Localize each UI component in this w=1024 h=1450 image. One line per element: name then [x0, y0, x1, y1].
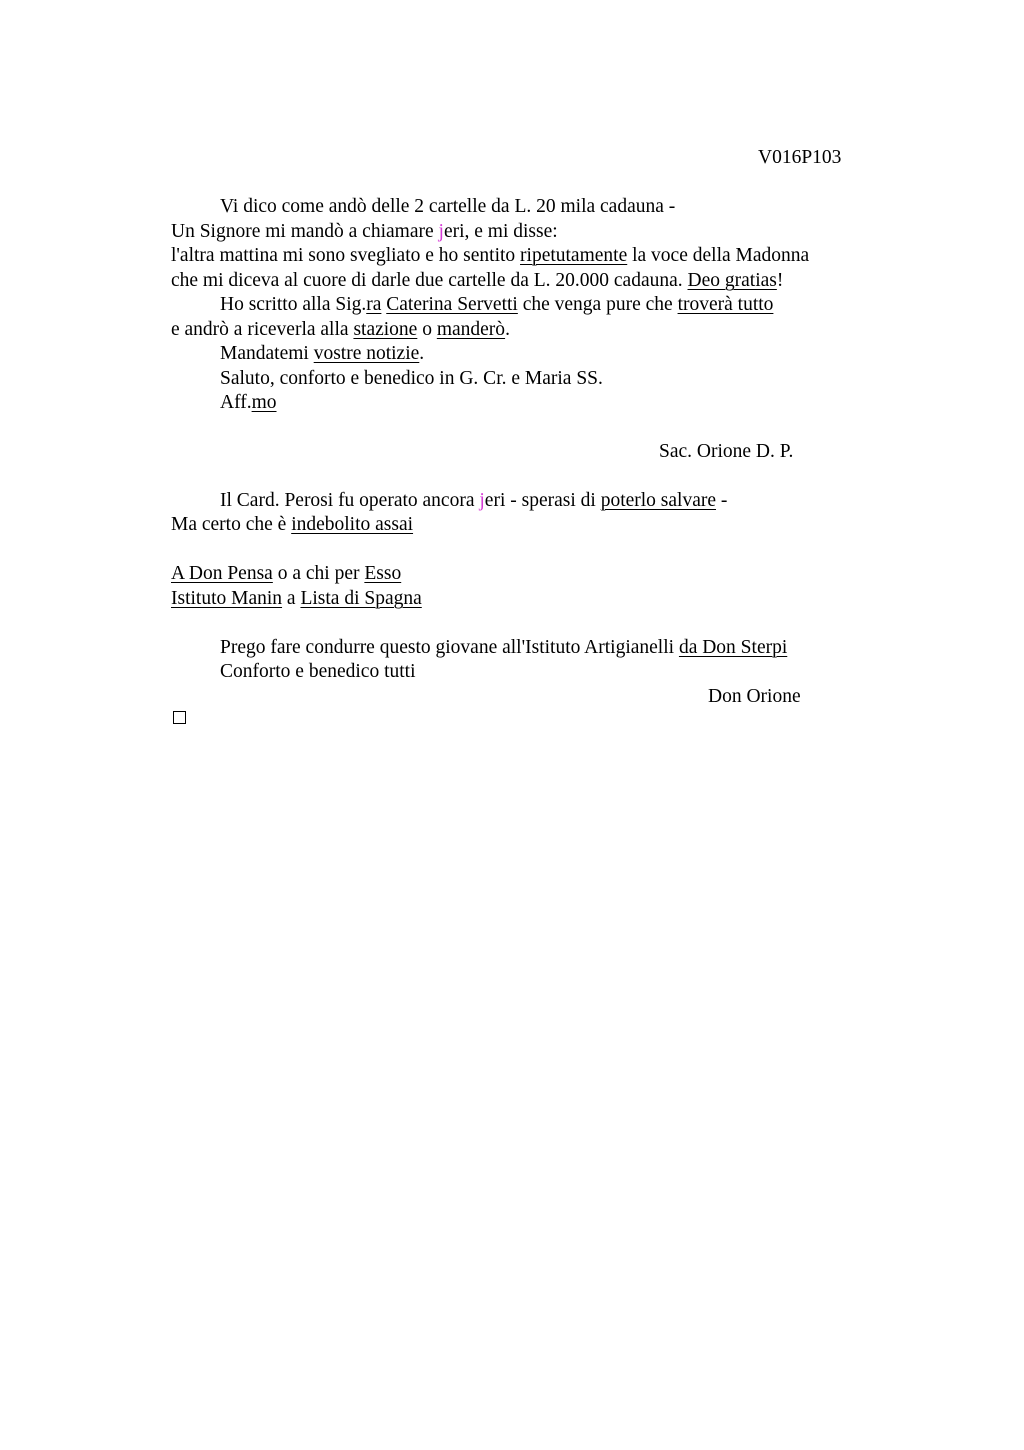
letter-line-8: Saluto, conforto e benedico in G. Cr. e Maria SS.	[220, 368, 603, 389]
letter-line-2: Un Signore mi mandò a chiamare jeri, e mi disse:	[171, 221, 558, 242]
address-line-2: Istituto Manin a Lista di Spagna	[171, 588, 422, 609]
address-line-1: A Don Pensa o a chi per Esso	[171, 563, 402, 584]
highlighted-letter: j	[438, 221, 444, 242]
letter-line-6: e andrò a riceverla alla stazione o manderò.	[171, 319, 510, 340]
letter-line-1: Vi dico come andò delle 2 cartelle da L. 20 mila cadauna -	[220, 196, 676, 217]
letter-line-4: che mi diceva al cuore di darle due cartelle da L. 20.000 cadauna. Deo gratias!	[171, 270, 784, 291]
postscript-line-1: Il Card. Perosi fu operato ancora jeri - sperasi di poterlo salvare -	[220, 490, 728, 511]
letter-line-7: Mandatemi vostre notizie.	[220, 343, 425, 364]
postscript-line-2: Ma certo che è indebolito assai	[171, 514, 414, 535]
highlighted-letter: j	[479, 490, 485, 511]
note-signature: Don Orione	[708, 686, 801, 707]
note-line-1: Prego fare condurre questo giovane all'Istituto Artigianelli da Don Sterpi	[220, 637, 788, 658]
reference-code: V016P103	[758, 147, 842, 168]
checkbox-symbol	[173, 711, 186, 724]
letter-signature: Sac. Orione D. P.	[659, 441, 794, 462]
letter-closing: Aff.mo	[220, 392, 277, 413]
letter-line-3: l'altra mattina mi sono svegliato e ho sentito ripetutamente la voce della Madonna	[171, 245, 810, 266]
note-line-2: Conforto e benedico tutti	[220, 661, 416, 682]
letter-line-5: Ho scritto alla Sig.ra Caterina Servetti che venga pure che troverà tutto	[220, 294, 774, 315]
